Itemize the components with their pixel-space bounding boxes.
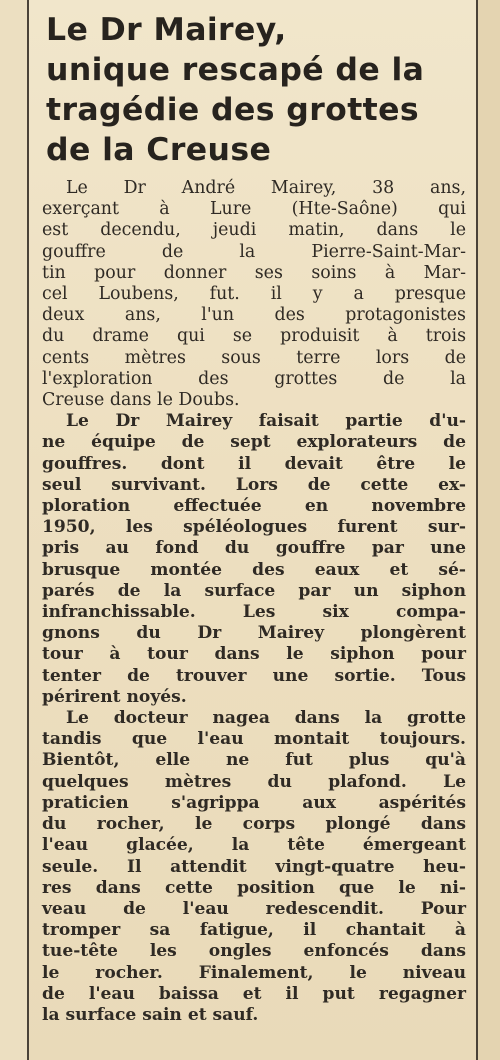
text-line: de l'eau baissa et il put regagner xyxy=(42,983,466,1004)
text-line: Creuse dans le Doubs. xyxy=(42,390,240,411)
text-line: l'exploration des grottes de la xyxy=(42,368,466,389)
text-line: du rocher, le corps plongé dans xyxy=(42,814,466,835)
text-line: seul survivant. Lors de cette ex- xyxy=(42,474,466,495)
text-line: 1950, les spéléologues furent sur- xyxy=(42,517,466,538)
text-line: deux ans, l'un des protagonistes xyxy=(42,305,466,326)
paragraph-survival xyxy=(42,708,466,1026)
text-line: res dans cette position que le ni- xyxy=(42,877,466,898)
text-line: tin pour donner ses soins à Mar- xyxy=(42,262,466,283)
text-line: quelques mètres du plafond. Le xyxy=(42,771,466,792)
text-line: gnons du Dr Mairey plongèrent xyxy=(42,623,466,644)
text-line: l'eau glacée, la tête émergeant xyxy=(42,835,466,856)
page-margin-right xyxy=(478,0,500,1060)
text-line: du drame qui se produisit à trois xyxy=(42,326,466,347)
text-line: la surface sain et sauf. xyxy=(42,1004,259,1025)
text-line: est decendu, jeudi matin, dans le xyxy=(42,220,466,241)
page-margin-left xyxy=(0,0,27,1060)
paragraph-intro xyxy=(42,178,466,411)
text-line: Bientôt, elle ne fut plus qu'à xyxy=(42,750,466,771)
headline-line: Le Dr Mairey, xyxy=(46,12,287,48)
text-line: brusque montée des eaux et sé- xyxy=(42,559,466,580)
headline-line: unique rescapé de la xyxy=(46,52,425,88)
text-line: veau de l'eau redescendit. Pour xyxy=(42,898,466,919)
text-line: exerçant à Lure (Hte-Saône) qui xyxy=(42,199,466,220)
text-line: cel Loubens, fut. il y a presque xyxy=(42,284,466,305)
text-line: praticien s'agrippa aux aspérités xyxy=(42,792,466,813)
headline-line: de la Creuse xyxy=(46,132,272,168)
headline xyxy=(46,10,466,170)
article xyxy=(42,10,466,1026)
text-line: infranchissable. Les six compa- xyxy=(42,602,466,623)
column-rule-left xyxy=(27,0,29,1060)
text-line: tromper sa fatigue, il chantait à xyxy=(42,920,466,941)
text-line: le rocher. Finalement, le niveau xyxy=(42,962,466,983)
text-line: gouffre de la Pierre-Saint-Mar- xyxy=(42,241,466,262)
text-line: tue-tête les ongles enfoncés dans xyxy=(42,941,466,962)
text-line: tandis que l'eau montait toujours. xyxy=(42,729,466,750)
text-line: Le Dr Mairey faisait partie d'u- xyxy=(66,411,466,432)
text-line: Le docteur nagea dans la grotte xyxy=(66,708,466,729)
text-line: gouffres. dont il devait être le xyxy=(42,453,466,474)
text-line: pris au fond du gouffre par une xyxy=(42,538,466,559)
text-line: ne équipe de sept explorateurs de xyxy=(42,432,466,453)
text-line: tenter de trouver une sortie. Tous xyxy=(42,665,466,686)
text-line: Le Dr André Mairey, 38 ans, xyxy=(66,178,466,198)
text-line: tour à tour dans le siphon pour xyxy=(42,644,466,665)
paragraph-expedition xyxy=(42,411,466,708)
text-line: cents mètres sous terre lors de xyxy=(42,347,466,368)
text-line: seule. Il attendit vingt-quatre heu- xyxy=(42,856,466,877)
text-line: parés de la surface par un siphon xyxy=(42,580,466,601)
text-line: périrent noyés. xyxy=(42,686,187,707)
text-line: ploration effectuée en novembre xyxy=(42,496,466,517)
headline-line: tragédie des grottes xyxy=(46,92,420,128)
